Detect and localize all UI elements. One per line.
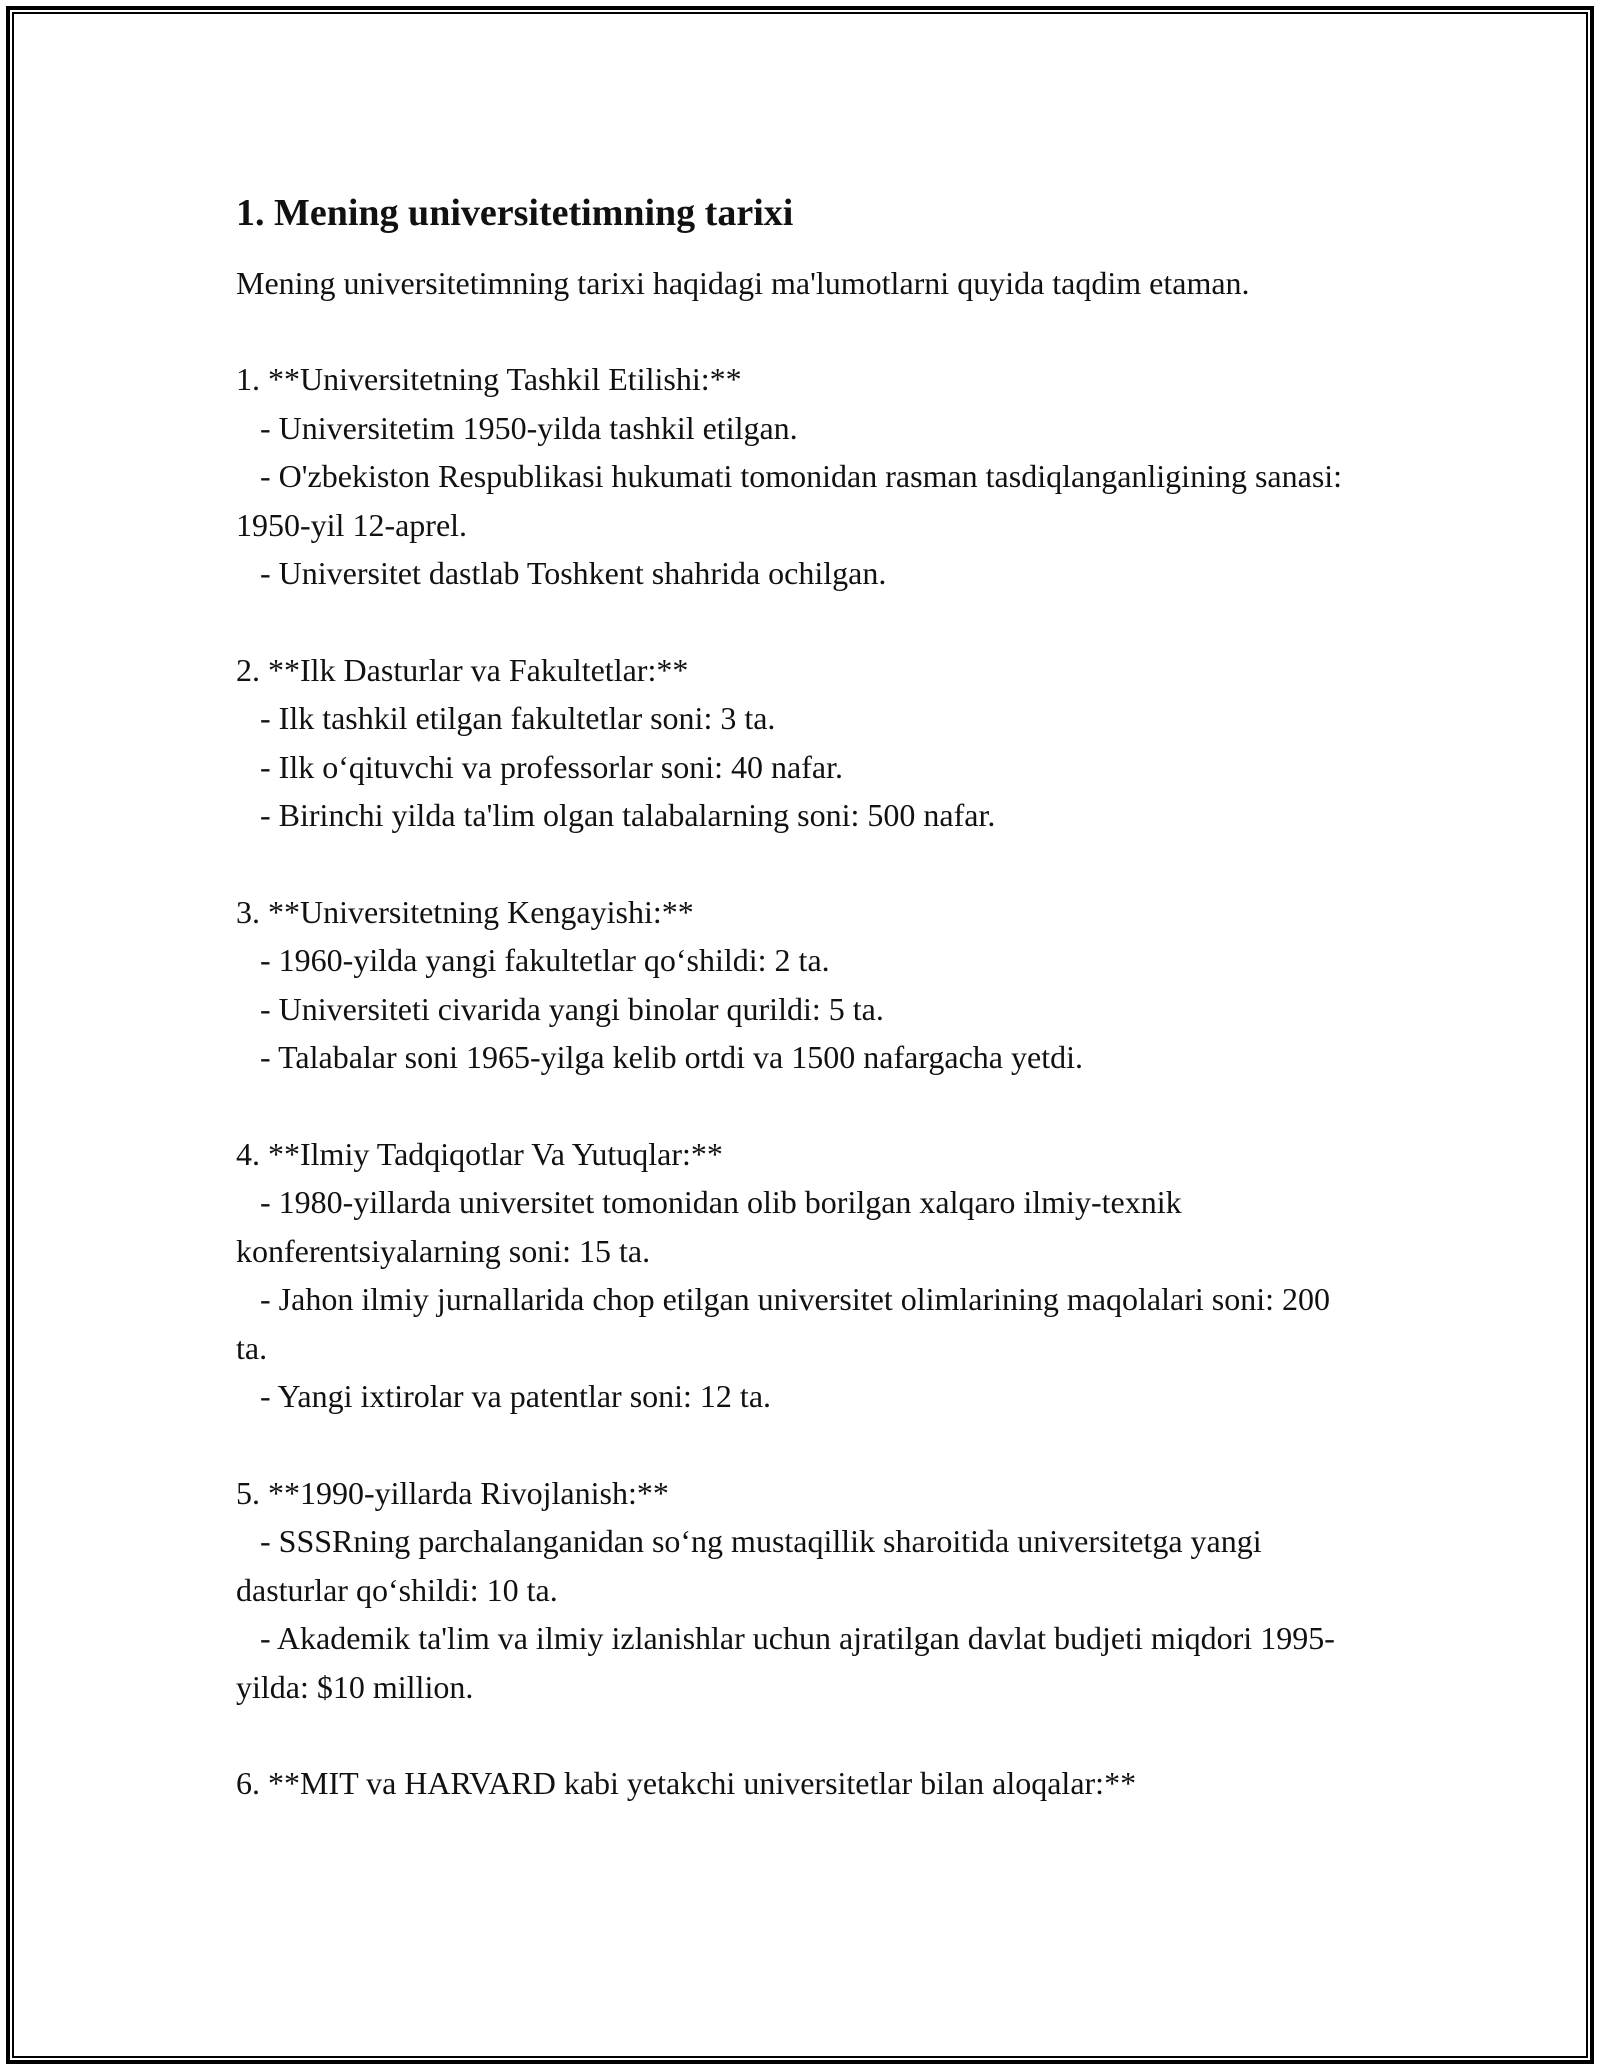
- intro-paragraph: Mening universitetimning tarixi haqidagi ma'lumotlarni quyida taqdim etaman.: [236, 265, 1250, 301]
- section-heading: 4. **Ilmiy Tadqiqotlar Va Yutuqlar:**: [236, 1135, 723, 1172]
- bullet-item: - Yangi ixtirolar va patentlar soni: 12 ta.: [236, 1378, 772, 1414]
- section: [236, 1469, 1366, 1712]
- bullet-item: - Talabalar soni 1965-yilga kelib ortdi va 1500 nafargacha yetdi.: [236, 1039, 1083, 1075]
- section: [236, 646, 1366, 840]
- bullet-item: - Jahon ilmiy jurnallarida chop etilgan universitet olimlarining maqolalari soni: 200 ta.: [236, 1281, 1338, 1366]
- bullet-item: - Ilk tashkil etilgan fakultetlar soni: 3 ta.: [236, 700, 776, 736]
- bullet-item: - 1960-yilda yangi fakultetlar qo‘shildi: 2 ta.: [236, 942, 830, 978]
- bullet-item: - O'zbekiston Respublikasi hukumati tomonidan rasman tasdiqlanganligining sanasi: 1950-yil 12-aprel.: [236, 458, 1351, 543]
- section-heading: 5. **1990-yillarda Rivojlanish:**: [236, 1474, 669, 1511]
- bullet-item: - SSSRning parchalanganidan so‘ng mustaqillik sharoitida universitetga yangi dasturlar qo‘shildi: 10 ta.: [236, 1523, 1270, 1608]
- bullet-item: - 1980-yillarda universitet tomonidan olib borilgan xalqaro ilmiy-texnik konferentsiyalarning soni: 15 ta.: [236, 1184, 1190, 1269]
- section: [236, 1130, 1366, 1421]
- bullet-item: - Akademik ta'lim va ilmiy izlanishlar uchun ajratilgan davlat budjeti miqdori 1995-yilda: $10 million.: [236, 1620, 1335, 1705]
- section-heading: 2. **Ilk Dasturlar va Fakultetlar:**: [236, 651, 689, 688]
- section: [236, 888, 1366, 1082]
- bullet-item: - Ilk o‘qituvchi va professorlar soni: 40 nafar.: [236, 748, 843, 785]
- document-body: [236, 185, 1366, 1856]
- section: [236, 355, 1366, 598]
- section-heading: 6. **MIT va HARVARD kabi yetakchi universitetlar bilan aloqalar:**: [236, 1765, 1137, 1801]
- bullet-item: - Birinchi yilda ta'lim olgan talabalarning soni: 500 nafar.: [236, 797, 996, 833]
- section: [236, 1759, 1366, 1808]
- section-heading: 1. **Universitetning Tashkil Etilishi:**: [236, 361, 742, 397]
- bullet-item: - Universiteti civarida yangi binolar qurildi: 5 ta.: [236, 990, 884, 1027]
- sections-list: [236, 355, 1366, 1808]
- bullet-item: - Universitet dastlab Toshkent shahrida ochilgan.: [236, 555, 887, 591]
- bullet-item: - Universitetim 1950-yilda tashkil etilgan.: [236, 409, 798, 446]
- section-heading: 3. **Universitetning Kengayishi:**: [236, 893, 694, 930]
- document-title: 1. Mening universitetimning tarixi: [236, 192, 794, 234]
